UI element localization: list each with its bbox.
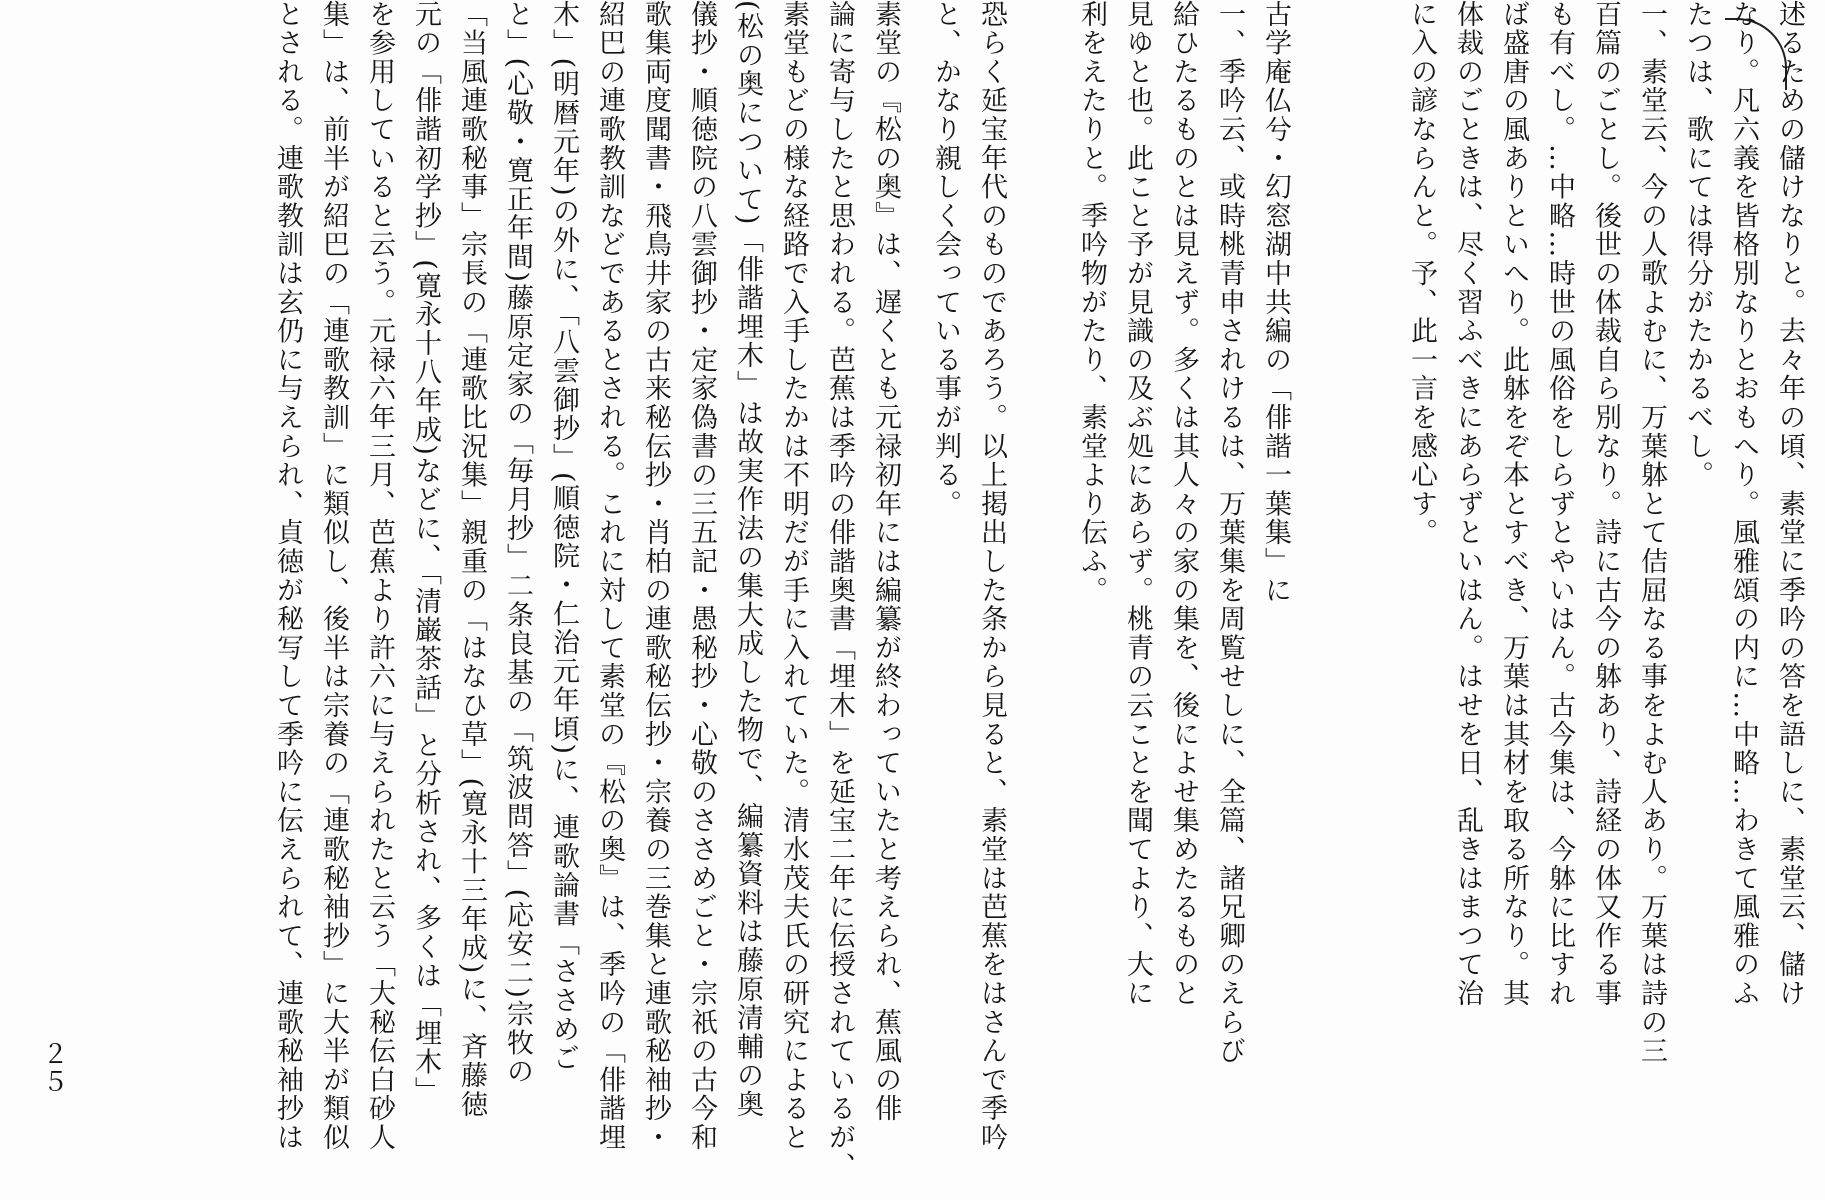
text-column-12: 給ひたるものとは見えず。多くは其人々の家の集を、後によせ集めたるものと [1168,0,1199,1008]
text-column-18: 論に寄与したと思われる。芭蕉は季吟の俳諧奥書「埋木」を延宝二年に伝授されているが、 [824,0,855,1181]
text-column-23: 紹巴の連歌教訓などであるとされる。これに対して素堂の『松の奥』は、季吟の「俳諧埋 [594,0,625,1152]
text-column-1: 述るための儲けなりと。去々年の頃、素堂に季吟の答を語しに、素堂云、儲け [1774,0,1805,1008]
page-number: ２５ [38,1040,68,1096]
text-column-30: とされる。連歌教訓は玄仍に与えられ、貞徳が秘写して季吟に伝えられて、連歌秘袖抄は [272,0,303,1152]
text-column-5: 百篇のごとし。後世の体裁自ら別なり。詩に古今の躰あり、詩経の体又作る事 [1590,0,1621,1008]
text-column-28: を参用していると云う。元禄六年三月、芭蕉より許六に与えられたと云う「大秘伝白砂人 [364,0,395,1152]
text-column-9: に入の諺ならんと。予、此一言を感心す。 [1406,0,1437,548]
text-column-19: 素堂もどの様な経路で入手したかは不明だが手に入れていた。清水茂夫氏の研究によると [778,0,809,1152]
text-column-8: 体裁のごときは、尽く習ふべきにあらずといはん。はせを日、乱きはまつて治 [1452,0,1483,1008]
text-column-6: も有べし。…中略…時世の風俗をしらずとやいはん。古今集は、今躰に比すれ [1544,0,1575,1008]
text-column-27: 元の「俳諧初学抄」(寛永十八年成)などに、「清巌茶話」と分析され、多くは「埋木」 [410,0,441,1106]
text-column-11: 一、季吟云、或時桃青申されけるは、万葉集を周覧せしに、全篇、諸兄卿のえらび [1214,0,1245,1066]
text-column-4: 一、素堂云、今の人歌よむに、万葉躰とて佶屈なる事をよむ人あり。万葉は詩の三 [1636,0,1667,1066]
text-column-14: 利をえたりと。季吟物がたり、素堂より伝ふ。 [1076,0,1107,605]
text-column-17: 素堂の『松の奥』は、遅くとも元禄初年には編纂が終わっていたと考えられ、蕉風の俳 [870,0,901,1124]
text-column-15: 恐らく延宝年代のものであろう。以上掲出した条から見ると、素堂は芭蕉をはさんで季吟 [976,0,1007,1152]
text-column-3: たつは、歌にては得分がたかるべし。 [1682,0,1713,490]
text-column-7: ば盛唐の風ありといへり。此躰をぞ本とすべき、万葉は其材を取る所なり。其 [1498,0,1529,1008]
text-column-24: 木」(明暦元年)の外に、「八雲御抄」(順徳院・仁治元年頃)に、連歌論書「ささめご [548,0,579,1073]
text-column-2: なり。凡六義を皆格別なりとおもへり。風雅頌の内に…中略…わきて風雅のふ [1728,0,1759,1008]
text-column-16: と、かなり親しく会っている事が判る。 [930,0,961,519]
text-column-22: 歌集両度聞書・飛鳥井家の古来秘伝抄・肖柏の連歌秘伝抄・宗養の三巻集と連歌秘袖抄・ [640,0,671,1152]
text-column-25: と」(心敬・寛正年間)藤原定家の「毎月抄」二条良基の「筑波問答」(応安二)宗牧の [502,0,533,1087]
text-column-20: (松の奥について)「俳諧埋木」は故実作法の集大成した物で、編纂資料は藤原清輔の奥 [732,0,763,1120]
text-column-10: 古学庵仏兮・幻窓湖中共編の「俳諧一葉集」に [1260,0,1291,605]
text-column-21: 儀抄・順徳院の八雲御抄・定家偽書の三五記・愚秘抄・心敬のささめごと・宗祇の古今和 [686,0,717,1152]
text-column-13: 見ゆと也。此こと予が見識の及ぶ処にあらず。桃青の云ことを聞てより、大に [1122,0,1153,1008]
text-column-29: 集」は、前半が紹巴の「連歌教訓」に類似し、後半は宗養の「連歌秘袖抄」に大半が類似 [318,0,349,1152]
text-column-26: 「当風連歌秘事」宗長の「連歌比況集」親重の「はなひ草」(寛永十三年成)に、斉藤徳 [456,0,487,1120]
